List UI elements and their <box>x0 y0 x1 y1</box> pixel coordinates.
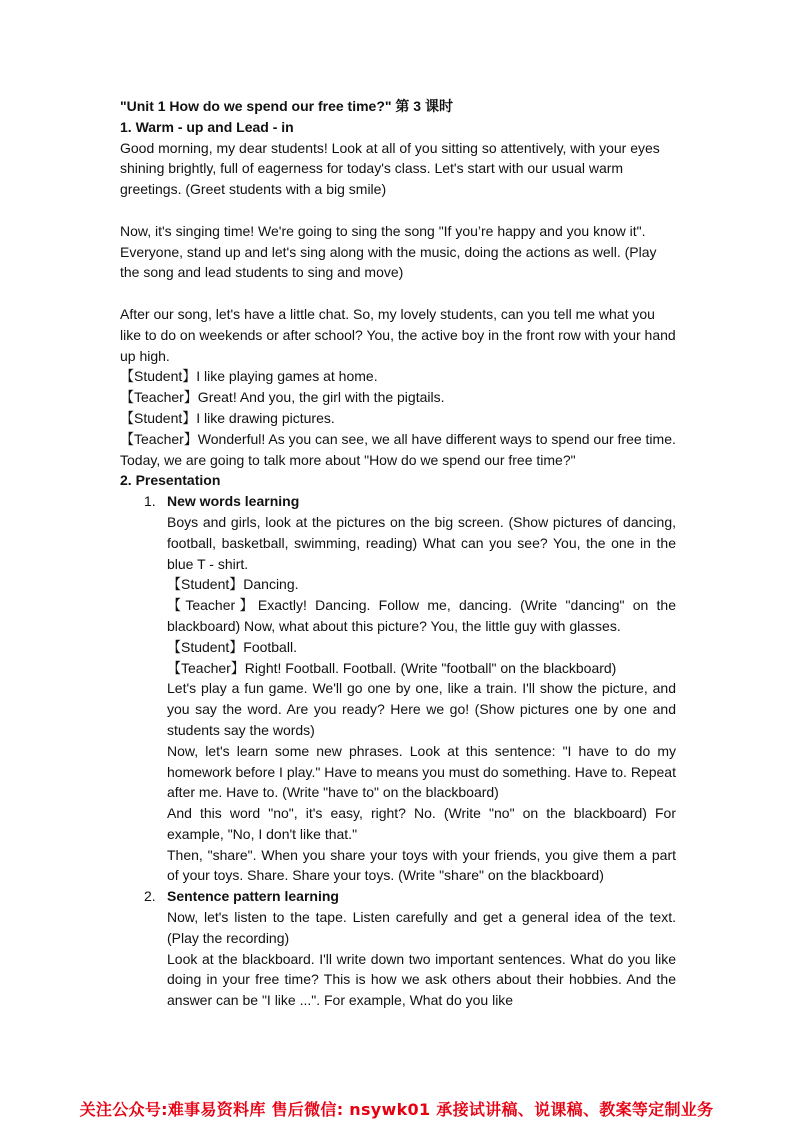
list-paragraph: And this word "no", it's easy, right? No. (Write "no" on the blackboard) For example, "No, I don't like that." <box>167 805 676 842</box>
list-item-title: Sentence pattern learning <box>167 888 339 905</box>
presentation-list <box>120 491 676 1011</box>
paragraph: Good morning, my dear students! Look at all of you sitting so attentively, with your eyes shining brightly, full of eagerness for today's class. Let's start with our usual warm greetings. (Greet students with a big smile) <box>120 139 660 198</box>
dialogue-line: 【Student】I like playing games at home. <box>120 368 378 385</box>
paragraph: After our song, let's have a little chat. So, my lovely students, can you tell me what you like to do on weekends or after school? You, the active boy in the front row with your hand up high. <box>120 305 676 364</box>
spacer <box>120 200 676 221</box>
dialogue-line: 【Student】Dancing. <box>167 576 299 593</box>
document-title: "Unit 1 How do we spend our free time?" 第 3 课时 <box>120 98 453 114</box>
list-paragraph: Let's play a fun game. We'll go one by one, like a train. I'll show the picture, and you say the word. Are you ready? Here we go! (Show pictures one by one and students say the words) <box>167 680 676 738</box>
list-item-title: New words learning <box>167 493 300 510</box>
list-item-sentence-pattern <box>120 886 676 1011</box>
promo-footer: 关注公众号:难事易资料库 售后微信: nsywk01 承接试讲稿、说课稿、教案等定制业务 <box>79 1100 714 1119</box>
paragraph: Now, it's singing time! We're going to sing the song "If you’re happy and you know it". Everyone, stand up and let's sing along with the music, doing the actions as well. (Play the song and lead students to sing and move) <box>120 222 657 281</box>
dialogue-line: 【Teacher】Wonderful! As you can see, we all have different ways to spend our free time. Today, we are going to talk more about "How do we spend our free time?" <box>120 430 676 468</box>
dialogue-line: 【Teacher】Exactly! Dancing. Follow me, dancing. (Write "dancing" on the blackboard) Now, what about this picture? You, the little guy with glasses. <box>167 597 676 634</box>
list-number: 2. <box>144 888 156 905</box>
dialogue-line: 【Student】I like drawing pictures. <box>120 409 335 426</box>
section-heading-warmup: 1. Warm - up and Lead - in <box>120 118 294 135</box>
list-paragraph: Then, "share". When you share your toys with your friends, you give them a part of your toys. Share. Share your toys. (Write "share" on the blackboard) <box>167 846 676 884</box>
list-item-new-words <box>120 491 676 886</box>
list-paragraph: Now, let's learn some new phrases. Look at this sentence: "I have to do my homework before I play." Have to means you must do something. Have to. Repeat after me. Have to. (Write "have to" on the blackboard) <box>167 742 676 801</box>
list-paragraph: Boys and girls, look at the pictures on the big screen. (Show pictures of dancing, football, basketball, swimming, reading) What can you see? You, the one in the blue T - shirt. <box>167 513 676 572</box>
spacer <box>120 283 676 304</box>
section-heading-presentation: 2. Presentation <box>120 472 221 489</box>
dialogue-line: 【Teacher】Great! And you, the girl with the pigtails. <box>120 389 445 406</box>
list-paragraph: Now, let's listen to the tape. Listen carefully and get a general idea of the text. (Play the recording) <box>167 909 676 946</box>
list-number: 1. <box>144 493 156 510</box>
dialogue-line: 【Teacher】Right! Football. Football. (Write "football" on the blackboard) <box>167 659 617 676</box>
document-body <box>120 96 676 1011</box>
list-paragraph: Look at the blackboard. I'll write down two important sentences. What do you like doing in your free time? This is how we ask others about their hobbies. And the answer can be "I like ...". For example, What do you like <box>167 950 676 1009</box>
dialogue-line: 【Student】Football. <box>167 638 297 655</box>
